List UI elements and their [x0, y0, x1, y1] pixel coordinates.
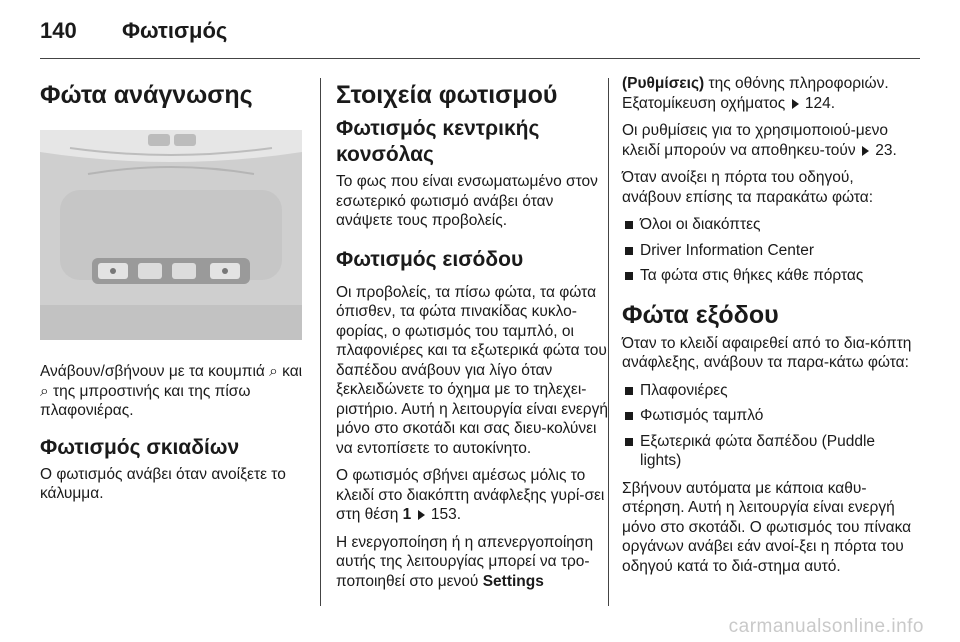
- key-settings-text: Οι ρυθμίσεις για το χρησιμοποιού-μενο κλειδί μπορούν να αποθηκευ-τούν 23.: [622, 122, 897, 159]
- list-item: Πλαφονιέρες: [622, 381, 912, 401]
- driver-door-list: [622, 215, 912, 286]
- page-header: [40, 16, 227, 46]
- lighting-features-heading: Στοιχεία φωτισμού: [336, 81, 558, 109]
- ceiling-console-illustration: [40, 130, 302, 340]
- sunvisor-lights-heading: Φωτισμός σκιαδίων: [40, 435, 240, 459]
- page-ref: 23.: [875, 141, 897, 159]
- entry-config-text: Η ενεργοποίηση ή η απενεργοποίηση αυτής της λειτουργίας μπορεί να τρο-ποποιηθεί στο μενού Settings: [336, 533, 594, 590]
- ceiling-console-photo: [40, 130, 302, 340]
- exit-delay-text: Σβήνουν αυτόματα με κάποια καθυ-στέρηση. Αυτή η λειτουργία είναι ενεργή μόνο στο σκοτάδι. Ο φωτισμός του πίνακα οργάνων ανάβει εάν ανοί-ξει η πόρτα του οδηγού κατά το διά-στημα αυτό.: [622, 479, 912, 575]
- page-ref-icon: [792, 99, 799, 109]
- sunvisor-lights-text: Ο φωτισμός ανάβει όταν ανοίξετε το κάλυμμα.: [40, 465, 286, 502]
- page-ref: 153.: [430, 506, 462, 523]
- list-item: Τα φώτα στις θήκες κάθε πόρτας: [622, 266, 912, 286]
- column-right: [622, 74, 912, 584]
- column-left: [40, 80, 305, 512]
- header-rule: [40, 58, 920, 59]
- exit-lighting-list: [622, 381, 912, 471]
- watermark: carmanualsonline.info: [728, 616, 924, 637]
- ignition-position: 1: [402, 506, 412, 523]
- console-lighting-heading: Φωτισμός κεντρικής κονσόλας: [336, 117, 540, 166]
- page-ref-icon: [862, 146, 869, 156]
- column-divider-1: [320, 78, 321, 606]
- list-item: Driver Information Center: [622, 241, 912, 261]
- list-item: Εξωτερικά φώτα δαπέδου (Puddle lights): [622, 432, 912, 471]
- column-divider-2: [608, 78, 609, 606]
- entry-off-text: Ο φωτισμός σβήνει αμέσως μόλις το κλειδί στο διακόπτη ανάφλεξης γυρί-σει στη θέση 1 153.: [336, 467, 605, 523]
- exit-lighting-heading: Φώτα εξόδου: [622, 300, 779, 329]
- settings-menu-label: Settings: [482, 572, 544, 590]
- list-item: Φωτισμός ταμπλό: [622, 406, 912, 426]
- reading-lights-text: Ανάβουν/σβήνουν με τα κουμπιά ⌕ και ⌕ της μπροστινής και της πίσω πλαφονιέρας.: [40, 363, 303, 419]
- settings-continuation: (Ρυθμίσεις) της οθόνης πληροφοριών. Εξατομίκευση οχήματος 124.: [622, 75, 889, 112]
- entry-lighting-text: Οι προβολείς, τα πίσω φώτα, τα φώτα όπισθεν, τα φώτα πινακίδας κυκλο-φορίας, ο φωτισμός του ταμπλό, οι πλαφονιέρες και τα εξωτερικά φώτα του δαπέδου ανάβουν για λίγο όταν ξεκλειδώνετε το όχημα με το τηλεχει-ριστήριο. Αυτή η λειτουργία είναι ενεργή μόνο στο σκοτάδι και σας διευ-κολύνει να εντοπίσετε το αυτοκίνητο.: [336, 283, 608, 457]
- console-lighting-text: Το φως που είναι ενσωματωμένο στον εσωτερικό φωτισμό ανάβει όταν ανάψετε τους προβολείς.: [336, 173, 598, 229]
- exit-lighting-text: Όταν το κλειδί αφαιρεθεί από το δια-κόπτη ανάφλεξης, ανάβουν τα παρα-κάτω φώτα:: [622, 334, 912, 371]
- driver-door-text: Όταν ανοίξει η πόρτα του οδηγού, ανάβουν επίσης τα παρακάτω φώτα:: [622, 169, 874, 206]
- page-ref-icon: [418, 510, 425, 520]
- section-title: Φωτισμός: [122, 18, 228, 43]
- reading-lights-heading: Φώτα ανάγνωσης: [40, 81, 253, 109]
- entry-lighting-heading: Φωτισμός εισόδου: [336, 247, 524, 271]
- page-number: 140: [40, 18, 77, 43]
- column-middle: [336, 80, 608, 599]
- list-item: Όλοι οι διακόπτες: [622, 215, 912, 235]
- page-ref: 124.: [804, 94, 835, 112]
